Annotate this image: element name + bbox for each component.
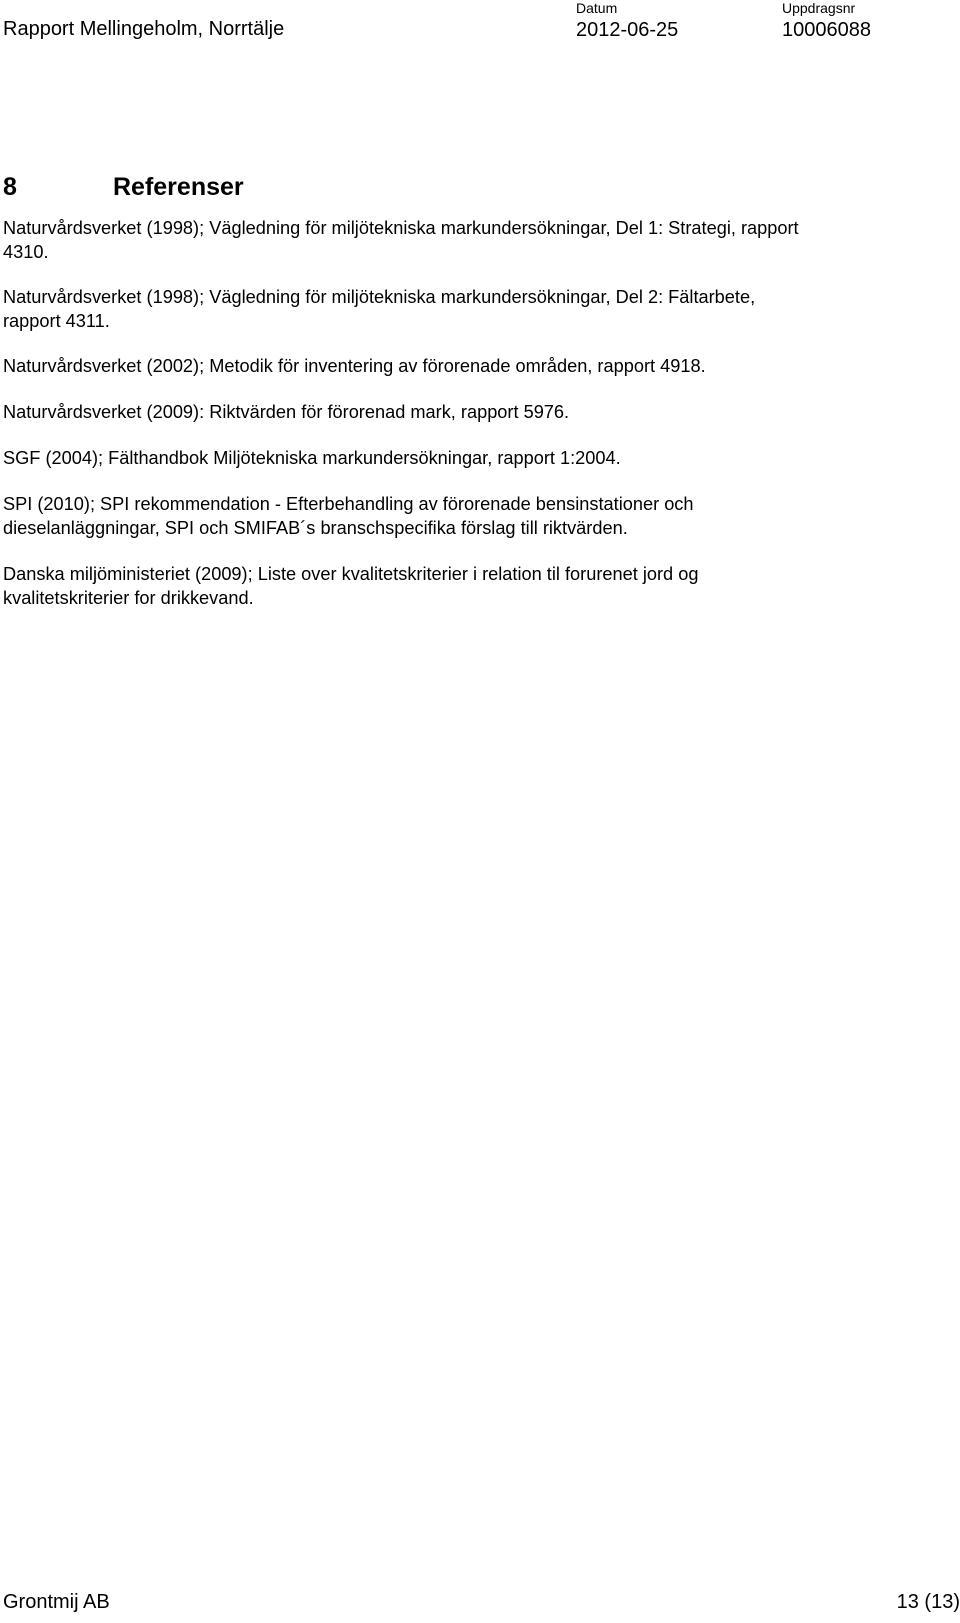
reference-item: Naturvårdsverket (1998); Vägledning för miljötekniska markundersökningar, Del 1: Strategi, rapport 4310. [3, 218, 799, 262]
section-number: 8 [3, 173, 17, 201]
reference-item: Naturvårdsverket (1998); Vägledning för miljötekniska markundersökningar, Del 2: Fältarbete, rapport 4311. [3, 287, 756, 331]
header-project-label: Uppdragsnr [782, 0, 856, 16]
reference-item: Danska miljöministeriet (2009); Liste over kvalitetskriterier i relation til forurenet jord og kvalitetskriterier for drikkevand. [3, 564, 699, 608]
reference-item: SPI (2010); SPI rekommendation - Efterbehandling av förorenade bensinstationer och dieselanläggningar, SPI och SMIFAB´s branschspecifika förslag till riktvärden. [3, 494, 694, 538]
section-heading [3, 172, 244, 202]
footer-page-number: 13 (13) [896, 1591, 960, 1613]
header-date-label: Datum [576, 0, 618, 16]
header-project-value: 10006088 [782, 19, 871, 41]
reference-item: SGF (2004); Fälthandbok Miljötekniska markundersökningar, rapport 1:2004. [3, 448, 621, 468]
reference-item: Naturvårdsverket (2009): Riktvärden för förorenad mark, rapport 5976. [3, 402, 570, 422]
report-title: Rapport Mellingeholm, Norrtälje [3, 18, 285, 40]
footer-company: Grontmij AB [3, 1591, 110, 1613]
reference-list [3, 216, 803, 632]
section-title: Referenser [113, 173, 244, 201]
header-date [576, 0, 678, 42]
reference-item: Naturvårdsverket (2002); Metodik för inventering av förorenade områden, rapport 4918. [3, 356, 706, 376]
header-date-value: 2012-06-25 [576, 19, 679, 41]
header-project-number [782, 0, 871, 42]
